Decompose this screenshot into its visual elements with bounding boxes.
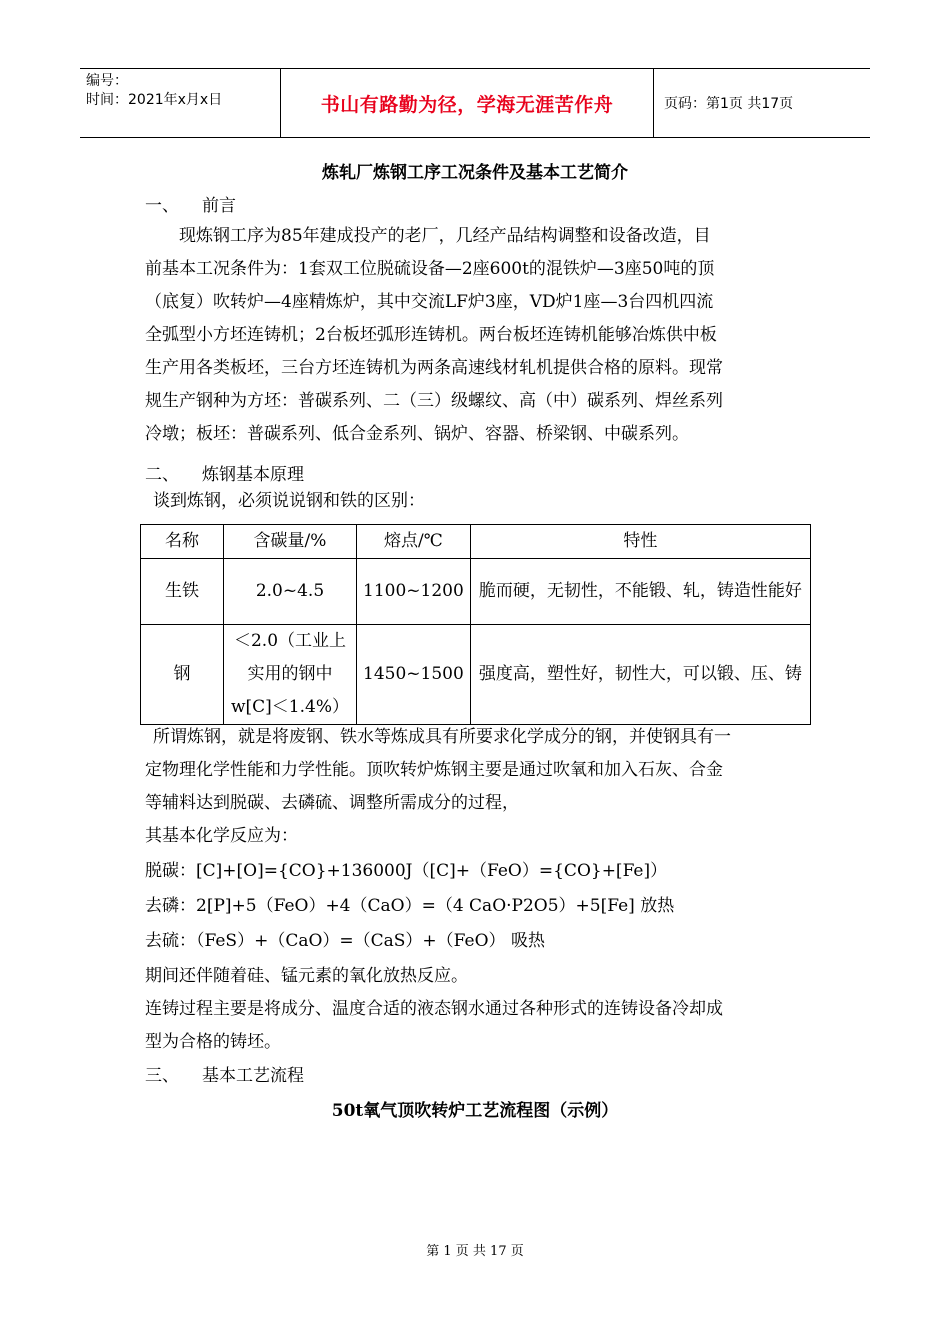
text-line: 定物理化学性能和力学性能。顶吹转炉炼钢主要是通过吹氧和加入石灰、合金: [145, 760, 723, 780]
iron-steel-comparison-table: [140, 524, 811, 725]
header-motto-cell: [280, 69, 654, 137]
code-label: 编号：: [86, 73, 128, 89]
intro-paragraph: [145, 220, 810, 451]
section-title: 基本工艺流程: [202, 1066, 304, 1086]
text-line: 现炼钢工序为85年建成投产的老厂，几经产品结构调整和设备改造，目: [145, 226, 711, 246]
flow-chart-title: 50t氧气顶吹转炉工艺流程图（示例）: [331, 1101, 619, 1121]
section-heading-3: [145, 1061, 304, 1086]
motto-text: 书山有路勤为径，学海无涯苦作舟: [320, 93, 614, 116]
section-number: 一、: [145, 196, 179, 216]
header-cell: 名称: [141, 525, 224, 559]
section-number: 二、: [145, 465, 179, 485]
equation-line: 去磷：2[P]+5（FeO）+4（CaO）=（4 CaO·P2O5）+5[Fe] 放热: [145, 896, 675, 916]
table-header-row: [141, 525, 811, 559]
table-cell: ＜2.0（工业上实用的钢中w[C]＜1.4%）: [224, 625, 357, 725]
table-cell: 1450~1500: [357, 625, 471, 725]
text-line: 全弧型小方坯连铸机；2台板坯弧形连铸机。两台板坯连铸机能够冶炼供中板: [145, 325, 717, 345]
text-line: 所谓炼钢，就是将废钢、铁水等炼成具有所要求化学成分的钢，并使钢具有一: [153, 727, 731, 747]
text-line: 生产用各类板坯，三台方坯连铸机为两条高速线材轧机提供合格的原料。现常: [145, 358, 723, 378]
text-line: 冷墩；板坯：普碳系列、低合金系列、锅炉、容器、桥梁钢、中碳系列。: [145, 424, 689, 444]
section-title: 前言: [202, 196, 236, 216]
text-line: 期间还伴随着硅、锰元素的氧化放热反应。: [145, 966, 468, 986]
section-number: 三、: [145, 1066, 179, 1086]
body-paragraph: [145, 721, 815, 1059]
table-cell: 2.0~4.5: [224, 559, 357, 625]
page-info: 页码：第1页 共17页: [664, 96, 794, 112]
section-heading-1: [145, 191, 236, 216]
table-row: [141, 559, 811, 625]
header-cell: 熔点/℃: [357, 525, 471, 559]
table-intro: 谈到炼钢，必须说说钢和铁的区别：: [153, 491, 425, 511]
section-title: 炼钢基本原理: [202, 465, 304, 485]
header-cell: 特性: [470, 525, 810, 559]
page-footer: 第 1 页 共 17 页: [426, 1244, 524, 1259]
header-meta: [80, 69, 280, 137]
text-line: 等辅料达到脱碳、去磷硫、调整所需成分的过程，: [145, 793, 519, 813]
text-line: （底复）吹转炉—4座精炼炉，其中交流LF炉3座，VD炉1座—3台四机四流: [145, 292, 714, 312]
text-line: 其基本化学反应为：: [145, 826, 298, 846]
header-cell: 含碳量/%: [224, 525, 357, 559]
table-cell: 钢: [141, 625, 224, 725]
section-heading-2: [145, 460, 304, 485]
table-cell: 强度高，塑性好，韧性大，可以锻、压、铸: [470, 625, 810, 725]
table-cell: 1100~1200: [357, 559, 471, 625]
page-header: [80, 68, 870, 138]
text-line: 型为合格的铸坯。: [145, 1032, 281, 1052]
equation-line: 去硫：（FeS）+（CaO）=（CaS）+（FeO） 吸热: [145, 931, 545, 951]
document-title: 炼轧厂炼钢工序工况条件及基本工艺简介: [322, 163, 628, 183]
time-label: 时间：2021年x月x日: [86, 92, 223, 108]
table-cell: 生铁: [141, 559, 224, 625]
text-line: 连铸过程主要是将成分、温度合适的液态钢水通过各种形式的连铸设备冷却成: [145, 999, 723, 1019]
table-cell: 脆而硬，无韧性，不能锻、轧，铸造性能好: [470, 559, 810, 625]
equation-line: 脱碳：[C]+[O]={CO}+136000J（[C]+（FeO）={CO}+[Fe]）: [145, 861, 668, 881]
table-row: [141, 625, 811, 725]
text-line: 规生产钢种为方坯：普碳系列、二（三）级螺纹、高（中）碳系列、焊丝系列: [145, 391, 723, 411]
text-line: 前基本工况条件为：1套双工位脱硫设备—2座600t的混铁炉—3座50吨的顶: [145, 259, 715, 279]
